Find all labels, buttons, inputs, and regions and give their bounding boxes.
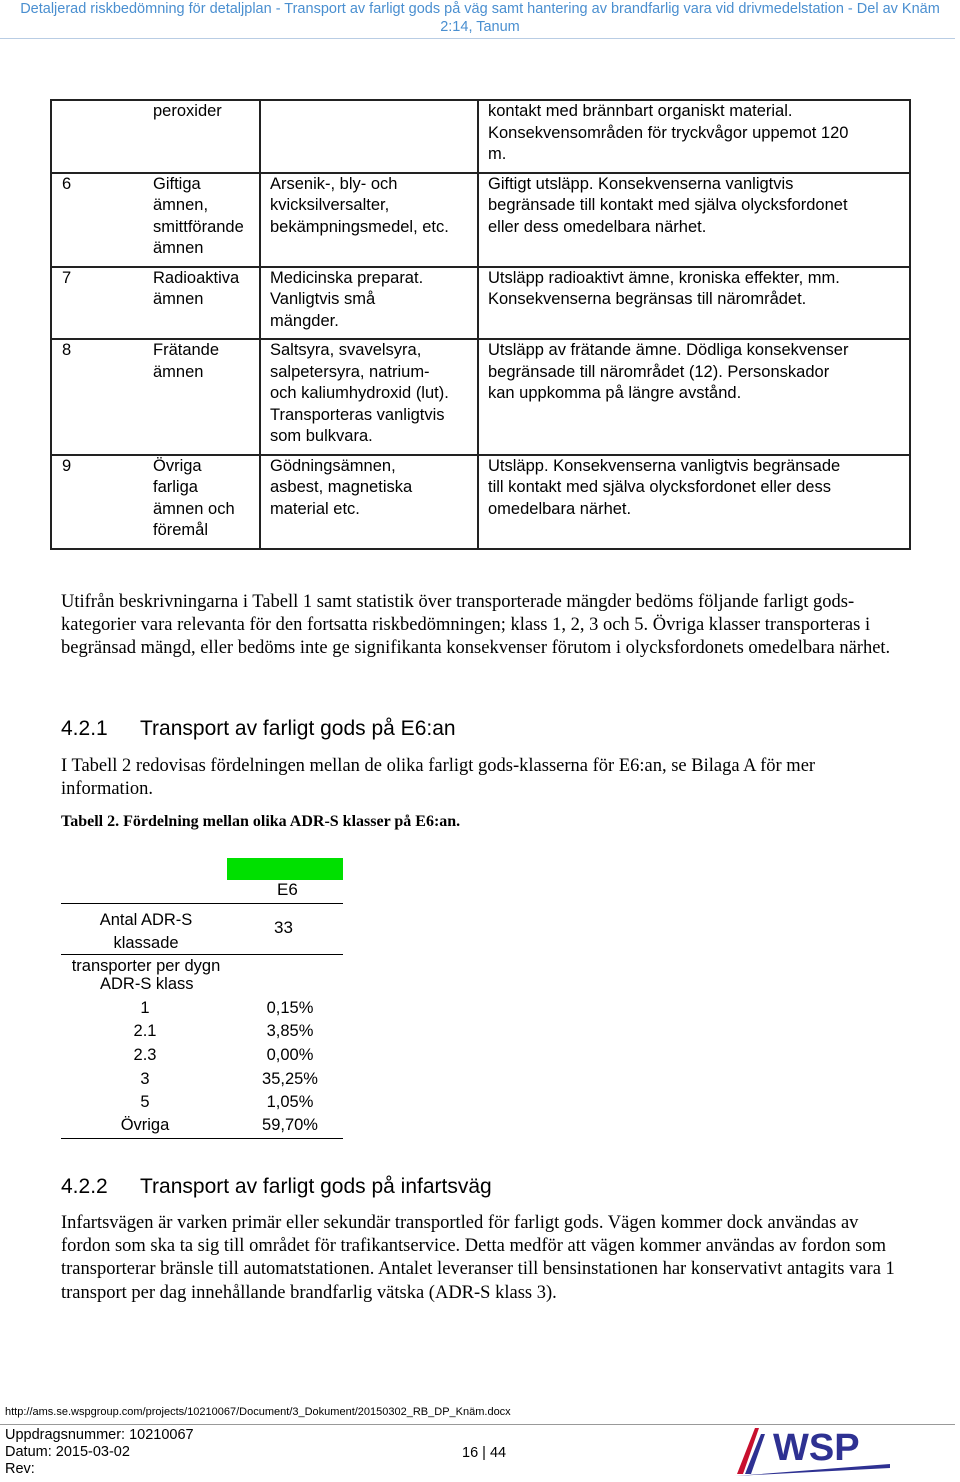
cell-line: som bulkvara. bbox=[270, 427, 373, 445]
adr-distribution-table bbox=[60, 856, 344, 1141]
wsp-logo bbox=[735, 1424, 890, 1476]
risk-cell-ex bbox=[260, 267, 478, 340]
risk-cell-cat bbox=[145, 100, 260, 173]
risk-cell-cat bbox=[145, 339, 260, 455]
cell-line: Utsläpp. Konsekvenserna vanligtvis begränsade bbox=[488, 456, 841, 475]
cell-line: kontakt med brännbart organiskt material. bbox=[488, 102, 793, 120]
table-rule bbox=[61, 903, 343, 904]
adr-class: 1 bbox=[140, 999, 150, 1017]
cell-line: Utsläpp av frätande ämne. Dödliga konsekvenser bbox=[488, 341, 849, 359]
risk-cell-con bbox=[478, 100, 910, 173]
section-heading-e6 bbox=[61, 717, 456, 741]
cell-line: kan uppkomma på längre avstånd. bbox=[488, 384, 742, 402]
adr-share: 35,25% bbox=[262, 1070, 318, 1088]
risk-cell-con bbox=[478, 455, 910, 549]
class-header: ADR-S klass bbox=[100, 975, 194, 993]
header-title: Detaljerad riskbedömning för detaljplan - Transport av farligt gods på väg samt hantering av brandfarlig vara vid drivmedelstation - Del av Knäm bbox=[20, 1, 940, 17]
cell-line: m. bbox=[488, 145, 507, 163]
cell-line: Saltsyra, svavelsyra, bbox=[270, 341, 422, 359]
risk-row bbox=[51, 173, 910, 267]
risk-cell-cat bbox=[145, 173, 260, 267]
cell-line: Konsekvenserna begränsas till närområdet. bbox=[488, 290, 807, 308]
adr-class: 2.3 bbox=[133, 1046, 157, 1064]
adr-share: 0,15% bbox=[266, 999, 314, 1017]
paragraph-relevant-classes: Utifrån beskrivningarna i Tabell 1 samt statistik över transporterade mängder bedöms följande farligt gods-kategorier vara relevanta för den fortsatta riskbedömningen; klass 1, 2, 3 och 5. Övriga klasser transporteras i begränsad mängd, eller bedöms inte ge signifikanta konsekvenser förutom i olycksfordonets omedelbara närhet. bbox=[61, 592, 891, 659]
adr-row bbox=[60, 1093, 344, 1117]
cell-line: Giftigt utsläpp. Konsekvenserna vanligtvis bbox=[488, 174, 794, 193]
revision: Rev: bbox=[5, 1461, 35, 1477]
header-title-cont: 2:14, Tanum bbox=[440, 19, 520, 35]
cell-line: Giftiga bbox=[153, 174, 201, 193]
cell-line: material etc. bbox=[270, 499, 360, 518]
adr-class: 2.1 bbox=[133, 1022, 157, 1040]
risk-cell-ex bbox=[260, 100, 478, 173]
cell-line: bekämpningsmedel, etc. bbox=[270, 217, 449, 236]
count-value: 33 bbox=[274, 918, 293, 937]
cell-line bbox=[270, 101, 471, 123]
adr-share: 59,70% bbox=[262, 1116, 318, 1134]
cell-line: smittförande bbox=[153, 217, 244, 236]
risk-cell-ex bbox=[260, 455, 478, 549]
count-label-line2: transporter per dygn bbox=[71, 957, 221, 975]
page-total: 44 bbox=[489, 1445, 507, 1461]
assignment-number: Uppdragsnummer: 10210067 bbox=[5, 1427, 194, 1443]
risk-cell-num: 7 bbox=[51, 267, 145, 340]
cell-line: Medicinska preparat. bbox=[270, 268, 424, 287]
page-number: 16 | 44 bbox=[462, 1445, 507, 1461]
risk-cell-ex bbox=[260, 173, 478, 267]
footer-document-path: http://ams.se.wspgroup.com/projects/10210067/Document/3_Dokument/20150302_RB_DP_Knäm.docx bbox=[5, 1406, 511, 1418]
risk-row bbox=[51, 455, 910, 549]
risk-cell-num: 6 bbox=[51, 173, 145, 267]
cell-line: ämnen, bbox=[153, 196, 209, 214]
adr-share: 3,85% bbox=[266, 1022, 314, 1040]
risk-cell-con bbox=[478, 173, 910, 267]
adr-class: 5 bbox=[140, 1093, 150, 1111]
section-heading-infartsvag bbox=[61, 1175, 492, 1199]
cell-line: begränsade till närområdet (12). Personskador bbox=[488, 362, 830, 381]
cell-line: Övriga bbox=[153, 456, 202, 475]
risk-row bbox=[51, 267, 910, 340]
cell-line: och kaliumhydroxid (lut). bbox=[270, 384, 449, 402]
column-header-e6: E6 bbox=[277, 880, 298, 899]
cell-line: Transporteras vanligtvis bbox=[270, 405, 445, 424]
count-label bbox=[66, 909, 226, 978]
cell-line: peroxider bbox=[153, 102, 222, 120]
document-date: Datum: 2015-03-02 bbox=[5, 1444, 130, 1460]
cell-line: Radioaktiva bbox=[153, 268, 240, 287]
cell-line: till kontakt med själva olycksfordonet eller dess bbox=[488, 478, 831, 496]
adr-row bbox=[60, 1070, 344, 1094]
cell-line: Vanligtvis små bbox=[270, 290, 376, 308]
column-header-highlight bbox=[227, 858, 343, 880]
paragraph-table-intro: I Tabell 2 redovisas fördelningen mellan de olika farligt gods-klasserna för E6:an, se Bilaga A för mer information. bbox=[61, 756, 816, 800]
cell-line: begränsade till kontakt med själva olycksfordonet bbox=[488, 196, 848, 214]
risk-cell-con bbox=[478, 339, 910, 455]
cell-line: salpetersyra, natrium- bbox=[270, 362, 430, 381]
cell-line: ämnen bbox=[153, 362, 204, 381]
adr-row bbox=[60, 1022, 344, 1046]
header-divider bbox=[0, 38, 955, 39]
logo-text: WSP bbox=[773, 1427, 860, 1469]
risk-cell-num bbox=[51, 100, 145, 173]
cell-line: kvicksilversalter, bbox=[270, 196, 390, 214]
cell-line: omedelbara närhet. bbox=[488, 499, 632, 518]
page-current: 16 bbox=[462, 1445, 479, 1461]
cell-line: asbest, magnetiska bbox=[270, 478, 413, 496]
cell-line: Frätande bbox=[153, 341, 220, 359]
paragraph-infartsvag: Infartsvägen är varken primär eller sekundär transportled för farligt gods. Vägen kommer dock användas av fordon som ska ta sig till området för trafikantservice. Detta medför att vägen kommer användas av fordon som transporterar bränsle till automatstationen. Antalet leveranser till bensinstationen har konservativt antagits vara 1 transport per dag innehållande brandfarlig vätska (ADR-S klass 3). bbox=[61, 1213, 895, 1303]
section-title: Transport av farligt gods på infartsväg bbox=[140, 1175, 492, 1198]
cell-line: föremål bbox=[153, 521, 209, 539]
risk-cell-con bbox=[478, 267, 910, 340]
cell-line: Gödningsämnen, bbox=[270, 456, 396, 475]
cell-line: ämnen bbox=[153, 290, 204, 308]
adr-share: 1,05% bbox=[266, 1093, 314, 1111]
section-title: Transport av farligt gods på E6:an bbox=[140, 717, 456, 740]
document-header bbox=[0, 0, 960, 36]
cell-line: mängder. bbox=[270, 311, 339, 330]
risk-cell-num: 8 bbox=[51, 339, 145, 455]
cell-line: Konsekvensområden för tryckvågor uppemot 120 bbox=[488, 123, 849, 142]
footer-info bbox=[5, 1427, 194, 1478]
adr-row bbox=[60, 999, 344, 1023]
table-caption: Tabell 2. Fördelning mellan olika ADR-S klasser på E6:an. bbox=[61, 813, 461, 830]
risk-cell-num: 9 bbox=[51, 455, 145, 549]
adr-row bbox=[60, 1046, 344, 1070]
cell-line: Utsläpp radioaktivt ämne, kroniska effekter, mm. bbox=[488, 268, 840, 287]
count-label-line1: Antal ADR-S klassade bbox=[99, 911, 193, 952]
table-rule bbox=[61, 1138, 343, 1139]
risk-classes-table bbox=[50, 99, 911, 550]
risk-cell-ex bbox=[260, 339, 478, 455]
risk-cell-cat bbox=[145, 267, 260, 340]
adr-row bbox=[60, 1116, 344, 1140]
table-rule bbox=[61, 954, 343, 955]
adr-class: Övriga bbox=[120, 1116, 170, 1134]
cell-line: farliga bbox=[153, 478, 198, 496]
adr-share: 0,00% bbox=[266, 1046, 314, 1064]
adr-class: 3 bbox=[140, 1070, 150, 1088]
cell-line: ämnen och bbox=[153, 499, 235, 518]
risk-row bbox=[51, 339, 910, 455]
risk-row bbox=[51, 100, 910, 173]
cell-line: eller dess omedelbara närhet. bbox=[488, 217, 707, 236]
cell-line: Arsenik-, bly- och bbox=[270, 174, 398, 193]
section-number: 4.2.1 bbox=[61, 717, 108, 740]
section-number: 4.2.2 bbox=[61, 1175, 108, 1198]
cell-line: ämnen bbox=[153, 239, 204, 257]
risk-cell-cat bbox=[145, 455, 260, 549]
